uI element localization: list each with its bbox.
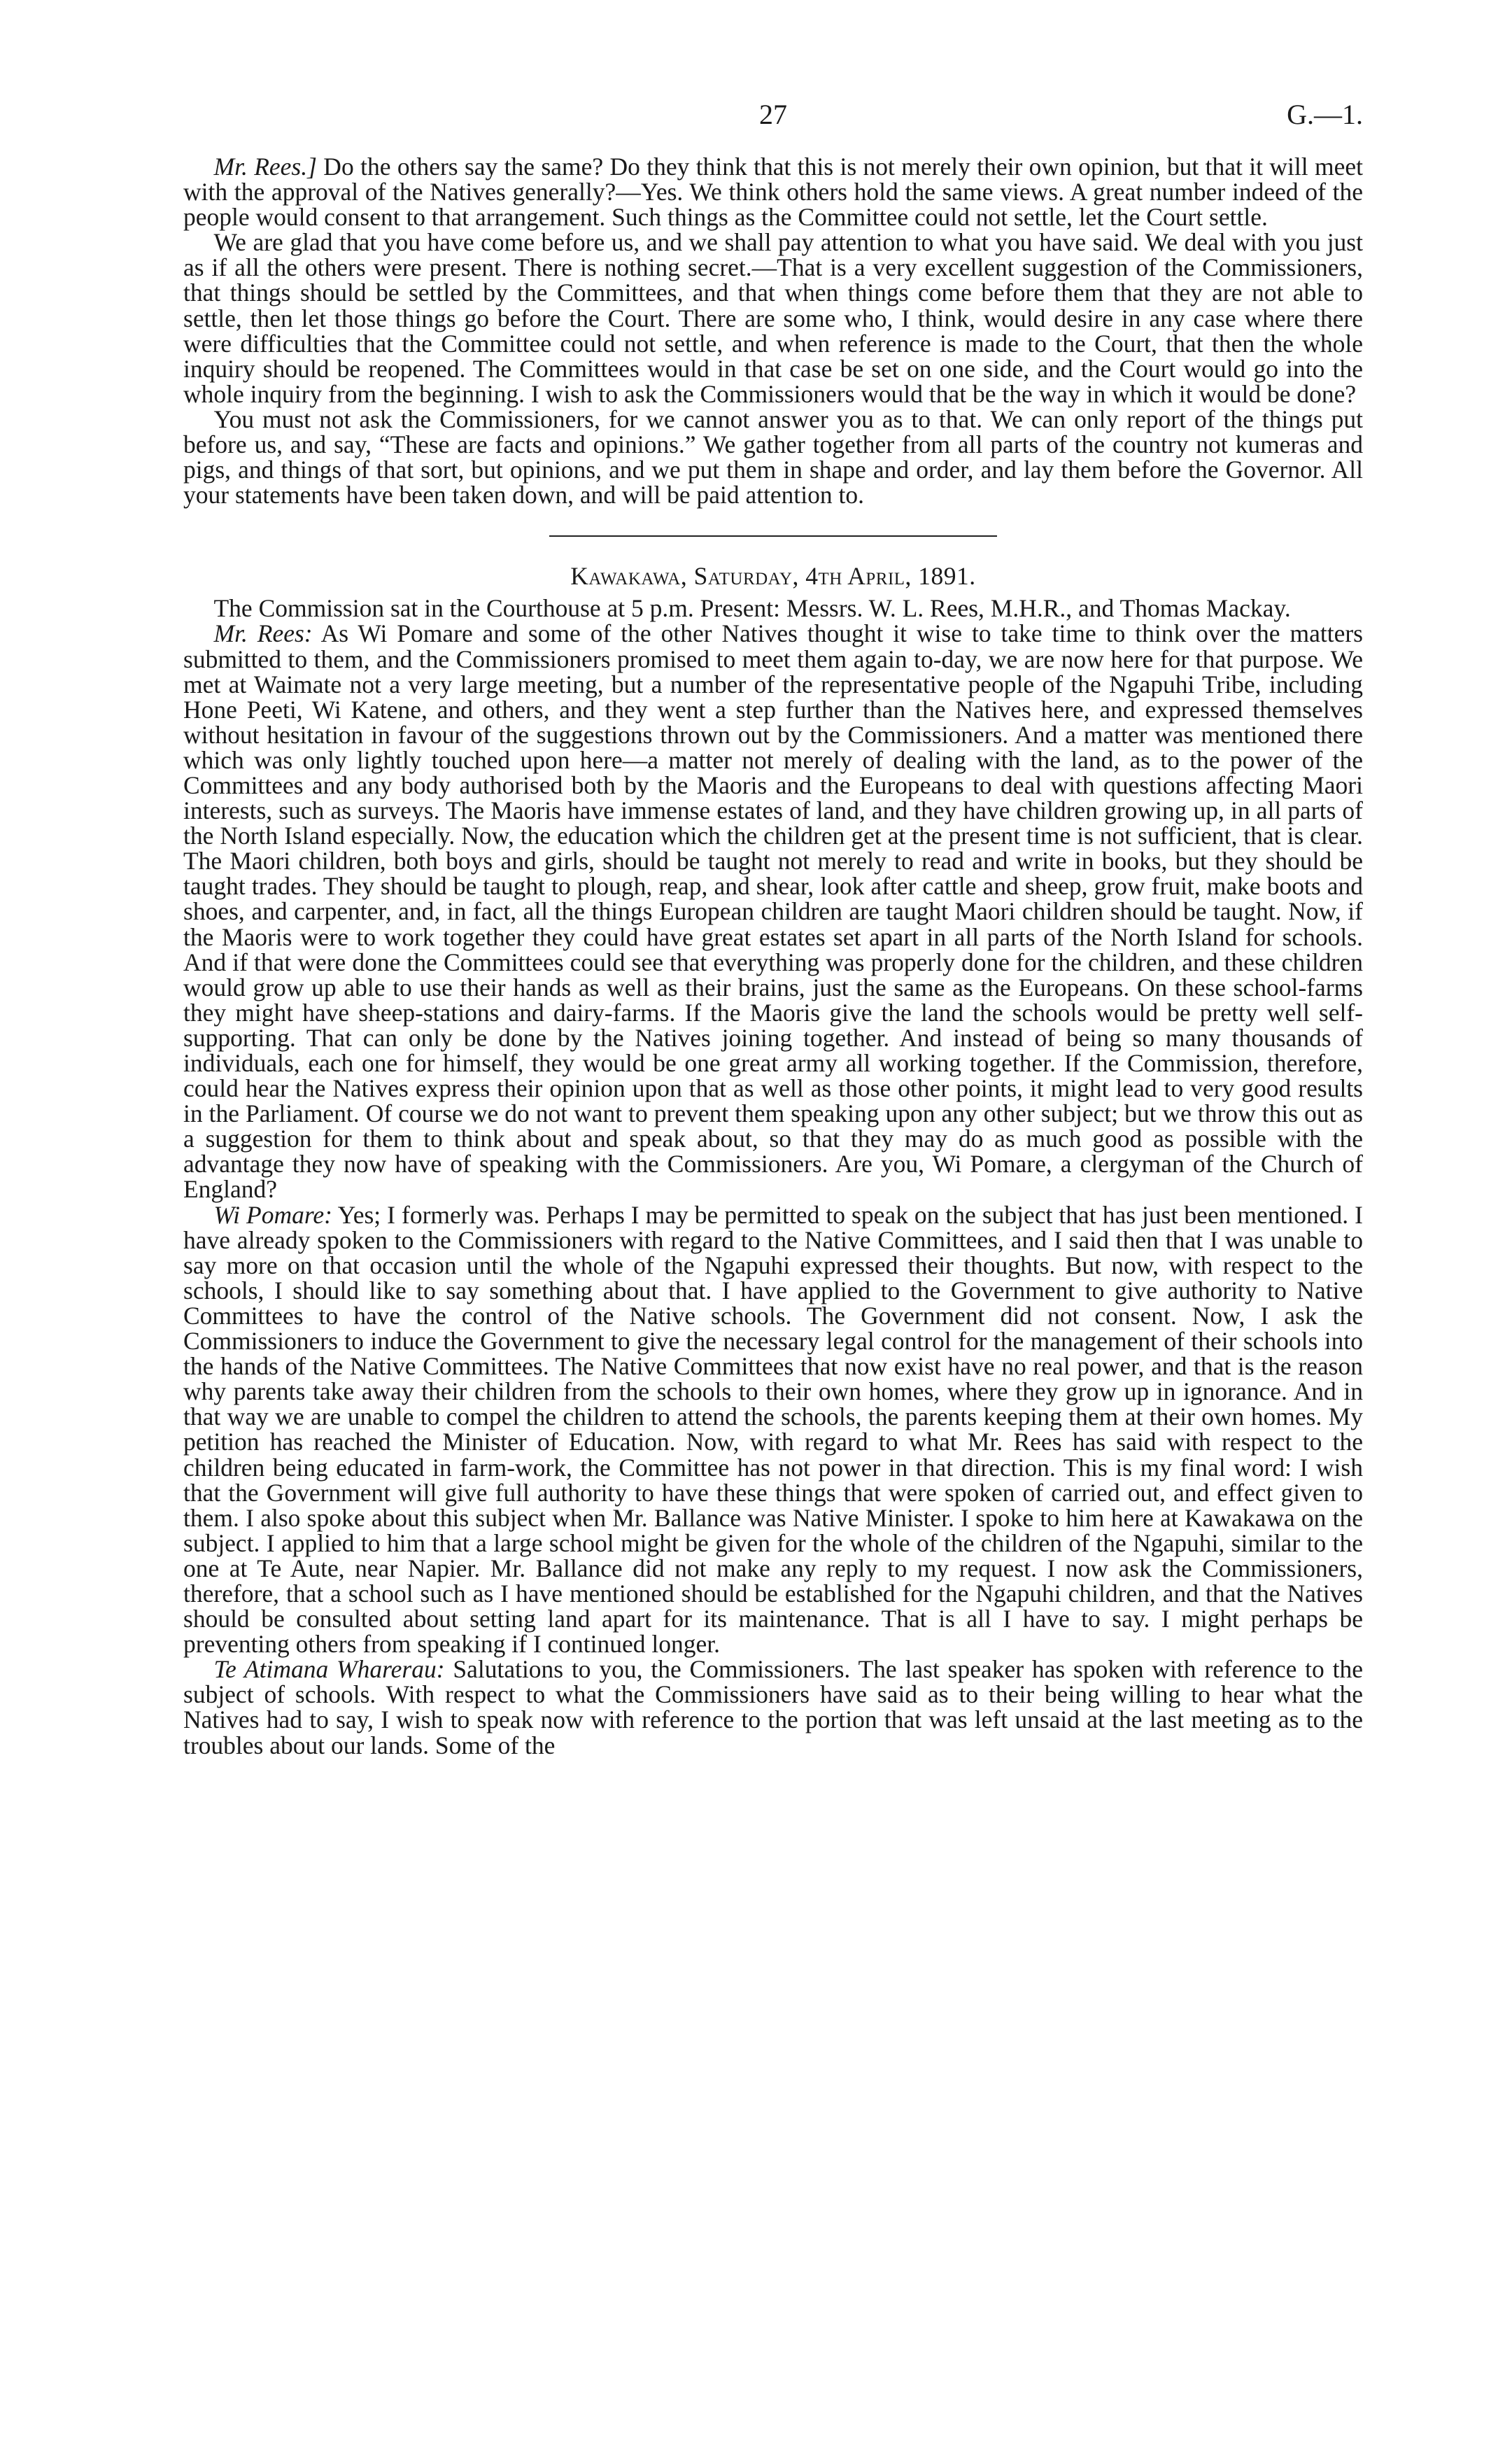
paragraph-text: Do the others say the same? Do they think that this is not merely their own opinion, but that it will meet with the approval of the Natives generally?—Yes. We think others hold the same views. A great number indeed of the people would consent to that arrangement. Such things as the Committee could not settle, let the Court settle. [183,153,1364,232]
paragraph [183,154,1363,230]
page-header [183,98,1363,154]
paragraph-text: Yes; I formerly was. Perhaps I may be permitted to speak on the subject that has just been mentioned. I have already spoken to the Commissioners with regard to the Native Committees, and I said then that I was unable to say more on that occasion until the whole of the Ngapuhi expressed their thoughts. But now, with respect to the schools, I should like to say something about that. I have applied to the Government to give authority to Native Committees to have the control of the Native schools. The Government did not consent. Now, I ask the Commissioners to induce the Government to give the necessary legal control for the management of their schools into the hands of the Native Committees. The Native Committees that now exist have no real power, and that is the reason why parents take away their children from the schools to their own homes, where they grow up in ignorance. And in that way we are unable to compel the children to attend the schools, the parents keeping them at their own homes. My petition has reached the Minister of Education. Now, with regard to what Mr. Rees has said with respect to the children being educated in farm-work, the Committee has not power in that direction. This is my final word: I wish that the Government will give full authority to have these things that were spoken of carried out, and effect given to them. I also spoke about this subject when Mr. Ballance was Native Minister. I spoke to him here at Kawakawa on the subject. I applied to him that a large school might be given for the whole of the children of the Ngapuhi, similar to the one at Te Aute, near Napier. Mr. Ballance did not make any reply to my request. I now ask the Commissioners, therefore, that a school such as I have mentioned should be established for the Ngapuhi children, and that the Natives should be consulted about setting land apart for its maintenance. That is all I have to say. I might perhaps be preventing others from speaking if I continued longer. [183,1200,1363,1659]
paragraph [183,230,1363,407]
paragraph [183,596,1363,621]
paragraph [183,1202,1363,1657]
document-reference: G.—1. [1287,99,1363,130]
speaker-name: Mr. Rees: [213,619,313,648]
section-divider [549,535,997,537]
speaker-name: Wi Pomare: [213,1200,332,1229]
paragraph-text: As Wi Pomare and some of the other Natives thought it wise to take time to think over the matters submitted to them, and the Commissioners promised to meet them again to-day, we are now here for that purpose. We met at Waimate not a very large meeting, but a number of the representative people of the Ngapuhi Tribe, including Hone Peeti, Wi Katene, and others, and they went a step further than the Natives here, and expressed themselves without hesitation in favour of the suggestions thrown out by the Commissioners. And a matter was mentioned there which was only lightly touched upon here—a matter not merely of dealing with the land, as to the power of the Committees and any body authorised both by the Maoris and the Europeans to deal with questions affecting Maori interests, such as surveys. The Maoris have immense estates of land, and they have children growing up, in all parts of the North Island especially. Now, the education which the children get at the present time is not sufficient, that is clear. The Maori children, both boys and girls, should be taught not merely to read and write in books, but they should be taught trades. They should be taught to plough, reap, and shear, look after cattle and sheep, grow fruit, make boots and shoes, and carpenter, and, in fact, all the things European children are taught Maori children should be taught. Now, if the Maoris were to work together they could have great estates set apart in all parts of the North Island for schools. And if that were done the Committees could see that everything was properly done for the children, and these children would grow up able to use their hands as well as their brains, just the same as the Europeans. On these school-farms they might have sheep-stations and dairy-farms. If the Maoris give the land the schools would be pretty well self-supporting. That can only be done by the Natives joining together. And instead of being so many thousands of individuals, each one for himself, they would be one great army all working together. If the Commission, therefore, could hear the Natives express their opinion upon that as well as those other points, it might lead to very good results in the Parliament. Of course we do not want to prevent them speaking upon any other subject; but we throw this out as a suggestion for them to think about and speak about, so that they may do as much good as possible with the advantage they now have of speaking with the Commissioners. Are you, Wi Pomare, a clergyman of the Church of England? [183,619,1363,1204]
section-two [183,596,1363,1757]
paragraph [183,621,1363,1202]
document-page [183,98,1363,1758]
speaker-name: Mr. Rees.] [213,153,317,181]
speaker-name: Te Atimana Wharerau: [213,1655,445,1684]
paragraph [183,407,1363,507]
paragraph [183,1656,1363,1757]
page-number: 27 [759,99,787,130]
paragraph-text: The Commission sat in the Courthouse at 5 p.m. Present: Messrs. W. L. Rees, M.H.R., and Thomas Mackay. [213,594,1291,623]
paragraph-text: Salutations to you, the Commissioners. The last speaker has spoken with reference to the subject of schools. With respect to what the Commissioners have said as to their being willing to hear what the Natives had to say, I wish to speak now with reference to the portion that was left unsaid at the last meeting as to the troubles about our lands. Some of the [183,1655,1363,1759]
paragraph-text: You must not ask the Commissioners, for we cannot answer you as to that. We can only report of the things put before us, and say, “These are facts and opinions.” We gather together from all parts of the country not kumeras and pigs, and things of that sort, but opinions, and we put them in shape and order, and lay them before the Governor. All your statements have been taken down, and will be paid attention to. [183,405,1363,509]
section-one [183,154,1363,507]
section-heading: Kawakawa, Saturday, 4th April, 1891. [570,562,976,591]
paragraph-text: We are glad that you have come before us, and we shall pay attention to what you have said. We deal with you just as if all the others were present. There is nothing secret.—That is a very excellent suggestion of the Commissioners, that things should be settled by the Committees, and that when things come before them that they are not able to settle, then let those things go before the Court. There are some who, I think, would desire in any case where there were difficulties that the Committee could not settle, and when reference is made to the Court, that then the whole inquiry should be reopened. The Committees would in that case be set on one side, and the Court would go into the whole inquiry from the beginning. I wish to ask the Commissioners would that be the way in which it would be done? [183,228,1363,408]
